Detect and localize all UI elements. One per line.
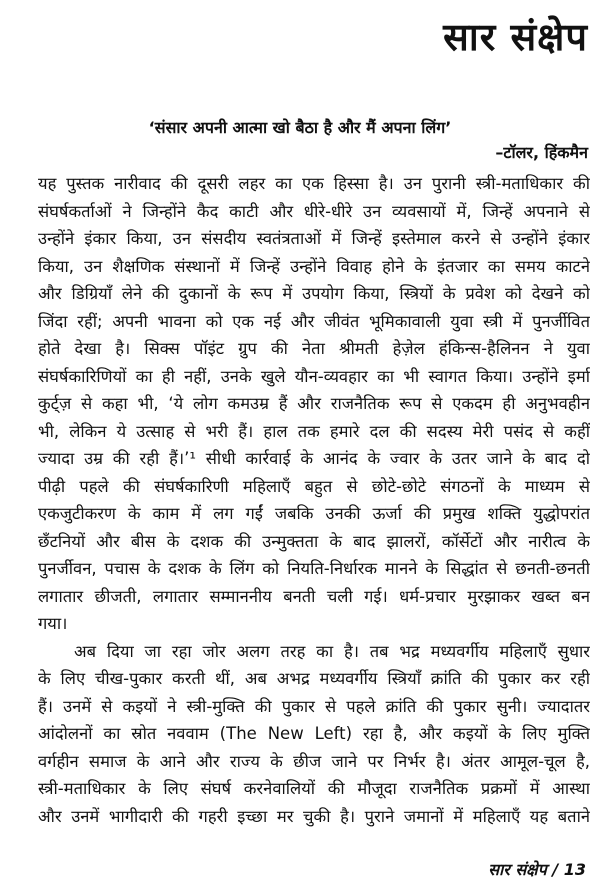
text-line: वर्गहीन समाज के आने और राज्य के छीज जाने पर निर्भर है। अंतर आमूल-चूल है, <box>38 751 590 771</box>
paragraph-1 <box>38 170 590 638</box>
text-line: पुनर्जीवन, पचास के दशक के लिंग को नियति-निर्धारक मानने के सिद्धांत से छनती-छनती <box>38 559 590 578</box>
text-line: ज्यादा उम्र की रही हैं।’¹ सीधी कार्रवाई के आनंद के ज्वार के उतर जाने के बाद दो <box>38 449 590 468</box>
text-line: यह पुस्तक नारीवाद की दूसरी लहर का एक हिस्सा है। उन पुरानी स्त्री-मताधिकार की <box>38 174 590 193</box>
text-line: जिंदा रहीं; अपनी भावना को एक नई और जीवंत भूमिकावाली युवा स्त्री में पुनर्जीवित <box>38 311 590 331</box>
epigraph-attribution: –टॉलर, हिंकमैन <box>495 143 588 162</box>
text-line: छँटनियों और बीस के दशक की उन्मुक्तता के बाद झालरों, कॉर्सेटों और नारीत्व के <box>38 531 590 551</box>
text-line: और डिग्रियाँ लेने की दुकानों के रूप में उपयोग किया, स्त्रियों के प्रवेश को देखने को <box>38 284 590 303</box>
text-line: और उनमें भागीदारी की गहरी इच्छा मर चुकी है। पुराने जमानों में महिलाएँ यह बताने <box>38 806 590 826</box>
text-line: किया, उन शैक्षणिक संस्थानों में जिन्हें उन्होंने विवाह होने के इंतजार का समय काटने <box>38 256 590 276</box>
text-line: पीढ़ी पहले की संघर्षकारिणी महिलाएँ बहुत से छोटे-छोटे संगठनों के माध्यम से <box>38 476 590 496</box>
text-line: संघर्षकर्ताओं ने जिन्होंने कैद काटी और धीरे-धीरे उन व्यवसायों में, जिन्हें अपनाने से <box>38 201 590 221</box>
epigraph-quote: ‘संसार अपनी आत्मा खो बैठा है और मैं अपना लिंग’ <box>148 118 452 137</box>
text-line: लगातार छीजती, लगातार सम्माननीय बनती चली गई। धर्म-प्रचार मुरझाकर खब्त बन <box>38 586 590 606</box>
text-line: गया। <box>38 614 68 633</box>
chapter-title: सार संक्षेप <box>443 15 588 59</box>
text-line: आंदोलनों का स्रोत नववाम (The New Left) रहा है, और कइयों के लिए मुक्ति <box>38 724 590 743</box>
text-line: संघर्षकारिणियों का ही नहीं, उनके खुले यौन-व्यवहार का भी स्वागत किया। उन्होंने इर्मा <box>38 366 590 386</box>
body-text <box>38 170 590 830</box>
running-footer: सार संक्षेप / 13 <box>488 860 586 879</box>
text-line: भी, लेकिन ये उत्साह से भरी हैं। हाल तक हमारे दल की सदस्य मेरी पसंद से कहीं <box>38 421 590 441</box>
text-line: स्त्री-मताधिकार के लिए संघर्ष करनेवालियों की मौजूदा राजनैतिक प्रक्रमों में आस्था <box>38 779 590 798</box>
text-line: उन्होंने इंकार किया, उन संसदीय स्वतंत्रताओं में जिन्हें इस्तेमाल करने से उन्होंने इंकार <box>38 229 590 248</box>
text-line: एकजुटीकरण के काम में लग गईं जबकि उनकी ऊर्जा की प्रमुख शक्ति युद्धोपरांत <box>38 504 590 523</box>
paragraph-2 <box>38 638 590 831</box>
text-line: अब दिया जा रहा जोर अलग तरह का है। तब भद्र मध्यवर्गीय महिलाएँ सुधार <box>74 641 590 661</box>
text-line: कुर्ट्ज़ से कहा भी, ‘ये लोग कमउम्र हैं और राजनैतिक रूप से एकदम ही अनुभवहीन <box>38 394 590 413</box>
text-line: हैं। उनमें से कइयों ने स्त्री-मुक्ति की पुकार से पहले क्रांति की पुकार सुनी। ज्यादातर <box>38 696 590 716</box>
text-line: होते देखा है। सिक्स पॉइंट ग्रुप की नेता श्रीमती हेज़ेल हंकिन्स-हैलिनन ने युवा <box>38 339 590 358</box>
text-line: के लिए चीख-पुकार करती थीं, अब अभद्र मध्यवर्गीय स्त्रियाँ क्रांति की पुकार कर रही <box>38 669 590 688</box>
